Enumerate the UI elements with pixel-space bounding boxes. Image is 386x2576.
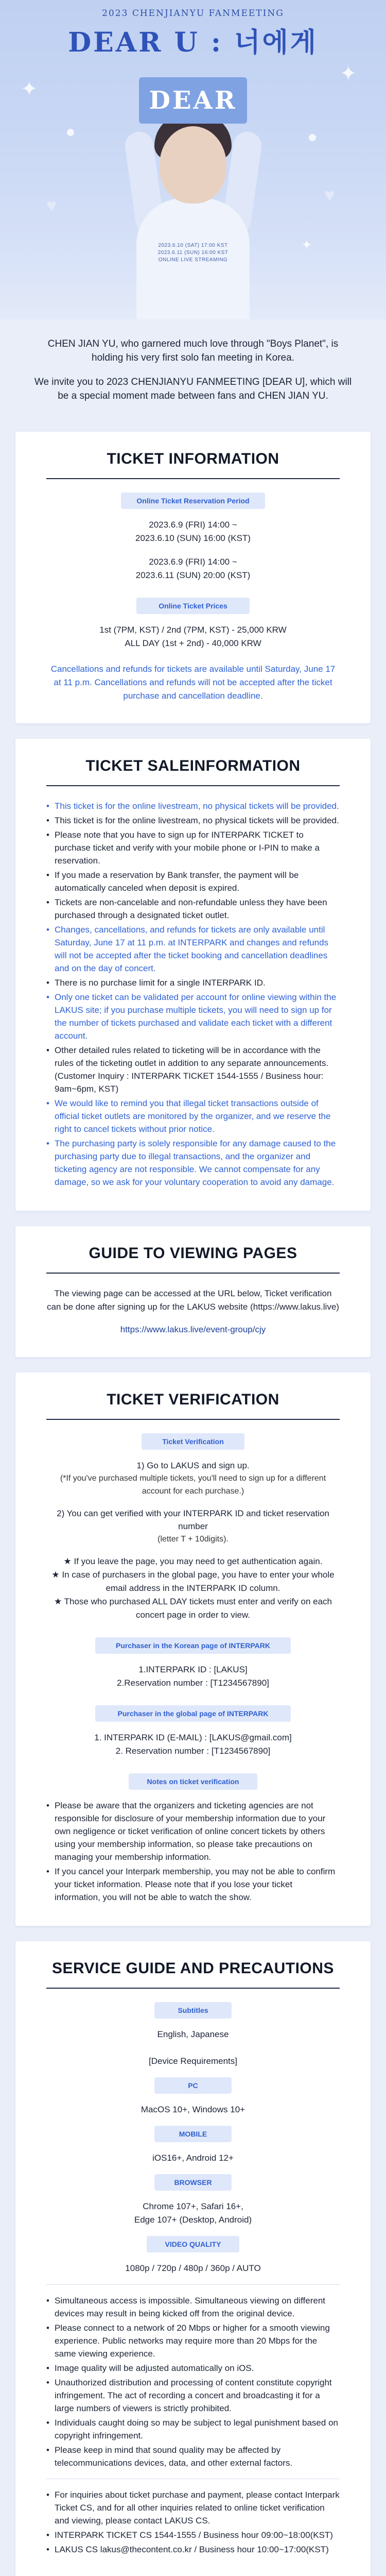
service-guide-card [15,1941,371,2576]
list-item: • INTERPARK TICKET CS 1544-1555 / Business hour 09:00~18:00(KST) [46,2529,340,2541]
list-item: • Please keep in mind that sound quality may be affected by telecommunications devices, data, and other external factors. [46,2444,340,2469]
section-title: SERVICE GUIDE AND PRECAUTIONS [52,1960,334,1977]
title-divider [46,785,340,786]
ticket-sale-information-card [15,739,371,1211]
price-line: ALL DAY (1st + 2nd) - 40,000 KRW [125,638,261,648]
reservation-period-label: Online Ticket Reservation Period [121,493,265,509]
list-item: • Other detailed rules related to ticketing will be in accordance with the rules of the ticketing outlet in addition to any separate announcements. (Customer Inquiry : INTERPARK TICKET 1544-1555 / Business hour: 9am~6pm, KST) [46,1044,340,1095]
verification-rule: ★ In case of purchasers in the global page, you have to enter your whole email address in the INTERPARK ID column. [51,1570,335,1593]
ticket-information-card [15,432,371,723]
step-note: (letter T + 10digits). [157,1535,229,1544]
hero-event-info [149,242,237,264]
list-item: • Unauthorized distribution and processing of content constitute copyright infringement. The act of recording a concert and broadcasting it for a large numbers of viewers is strictly prohibited. [46,2376,340,2415]
hero-info-line: ONLINE LIVE STREAMING [158,257,228,263]
verification-rule: ★ If you leave the page, you may need to get authentication again. [63,1556,323,1566]
sale-info-list [46,800,340,1189]
heart-icon: ♥ [324,185,335,205]
section-title: TICKET VERIFICATION [107,1391,279,1408]
dot-decoration [67,129,74,136]
star-icon: ✦ [301,237,312,252]
list-item: • Tickets are non-cancelable and non-refundable unless they have been purchased through a designated ticket outlet. [46,896,340,922]
list-item: • Simultaneous access is impossible. Simultaneous viewing on different devices may result in being kicked off from the original device. [46,2294,340,2320]
list-item: • If you cancel your Interpark membership, you may not be able to confirm your ticket information. Please note that if you lose your ticket information, you will not be able to watch the show. [46,1865,340,1904]
title-divider [46,478,340,479]
mobile-label: MOBILE [154,2126,232,2142]
precautions-list [46,2294,340,2469]
step-text: 1) Go to LAKUS and sign up. [136,1461,250,1470]
list-item: • For inquiries about ticket purchase and payment, please contact Interpark Ticket CS, and for all other inquiries related to online ticket verification and viewing, please contact LAKUS CS. [46,2488,340,2527]
hero-title: DEAR U : 너에게 [68,27,318,58]
held-sign [139,77,247,124]
example-line: 2. Reservation number : [T1234567890] [115,1746,271,1756]
list-item: • Image quality will be adjusted automatically on iOS. [46,2362,340,2375]
period-line: 2023.6.10 (SUN) 16:00 (KST) [135,533,251,543]
hero-info-line: 2023.6.10 (SAT) 17:00 KST [158,243,228,248]
section-title: TICKET SALEINFORMATION [85,757,301,774]
verification-label: Ticket Verification [142,1433,244,1450]
notes-label: Notes on ticket verification [129,1773,257,1790]
video-quality-value: 1080p / 720p / 480p / 360p / AUTO [125,2263,261,2273]
divider [46,2284,340,2285]
pc-value: MacOS 10+, Windows 10+ [141,2105,245,2114]
subtitles-label: Subtitles [154,2002,232,2019]
verification-step [46,1459,340,1498]
step-note: (*If you've purchased multiple tickets, you'll need to sign up for a different account for each purchase.) [60,1474,326,1496]
korean-page-label: Purchaser in the Korean page of INTERPARK [95,1637,291,1654]
cancellation-note: Cancellations and refunds for tickets are available until Saturday, June 17 at 11 p.m. Cancellations and refunds will not be accepted after the ticket purchase and cancellation deadline. [50,664,336,701]
list-item: • Only one ticket can be validated per account for online viewing within the LAKUS site; if you purchase multiple tickets, you will need to sign up for the number of tickets purchased and validate each ticket with a different account. [46,991,340,1042]
mobile-value: iOS16+, Android 12+ [152,2153,234,2163]
list-item: • Please connect to a network of 20 Mbps or higher for a smooth viewing experience. Public networks may require more than 20 Mbps for the same viewing experience. [46,2321,340,2360]
list-item: • There is no purchase limit for a single INTERPARK ID. [46,976,340,989]
verification-step [46,1507,340,1546]
notes-list [46,1799,340,1904]
list-item: • This ticket is for the online livestream, no physical tickets will be provided. [46,800,340,812]
ticket-prices-label: Online Ticket Prices [136,598,250,614]
period-line: 2023.6.9 (FRI) 14:00 ~ [149,557,237,567]
global-page-label: Purchaser in the global page of INTERPARK [95,1705,291,1722]
viewing-page-link[interactable]: https://www.lakus.live/event-group/cjy [120,1325,266,1334]
list-item: • If you made a reservation by Bank transfer, the payment will be automatically canceled when deposit is expired. [46,869,340,894]
artist-photo [111,70,275,319]
example-line: 2.Reservation number : [T1234567890] [117,1678,269,1688]
hero-info-line: 2023.6.11 (SUN) 16:00 KST [157,250,229,256]
ticket-verification-card [15,1372,371,1926]
list-item: • This ticket is for the online livestream, no physical tickets will be provided. [46,814,340,827]
section-title: GUIDE TO VIEWING PAGES [89,1245,297,1262]
section-title: TICKET INFORMATION [107,450,279,467]
inquiries-list [46,2488,340,2556]
intro-paragraph: CHEN JIAN YU, who garnered much love through "Boys Planet", is holding his very first solo fan meeting in Korea. [47,338,339,363]
period-line: 2023.6.11 (SUN) 20:00 (KST) [135,570,251,580]
viewing-guide-card [15,1226,371,1357]
pc-label: PC [154,2077,232,2094]
list-item: • The purchasing party is solely responsible for any damage caused to the purchasing party due to illegal transactions, and the organizer and ticketing agency are not responsible. We cannot compensate for any damage, so we ask for your voluntary cooperation to avoid any damage. [46,1137,340,1189]
device-requirements-title: [Device Requirements] [149,2056,237,2066]
list-item: • We would like to remind you that illegal ticket transactions outside of official ticket outlets are monitored by the organizer, and we reserve the right to cancel tickets without prior notice. [46,1097,340,1136]
browser-value: Chrome 107+, Safari 16+, [143,2201,243,2211]
dot-decoration [309,134,316,141]
hero-kicker: 2023 CHENJIANYU FANMEETING [102,8,284,19]
verification-rule: ★ Those who purchased ALL DAY tickets must enter and verify on each concert page in order to view. [54,1597,332,1620]
price-line: 1st (7PM, KST) / 2nd (7PM, KST) - 25,000 KRW [99,625,287,635]
list-item: • LAKUS CS lakus@thecontent.co.kr / Business hour 10:00~17:00(KST) [46,2543,340,2556]
list-item: • Individuals caught doing so may be subject to legal punishment based on copyright infringement. [46,2416,340,2442]
period-line: 2023.6.9 (FRI) 14:00 ~ [149,520,237,530]
hero-banner [0,0,386,319]
step-text: 2) You can get verified with your INTERPARK ID and ticket reservation number [57,1509,329,1531]
intro-section [0,319,386,416]
example-line: 1. INTERPARK ID (E-MAIL) : [LAKUS@gmail.com] [94,1733,292,1742]
list-item: • Please note that you have to sign up for INTERPARK TICKET to purchase ticket and verify with your mobile phone or I-PIN to make a reservation. [46,828,340,867]
subtitles-value: English, Japanese [157,2029,229,2039]
title-divider [46,1419,340,1420]
intro-paragraph: We invite you to 2023 CHENJIANYU FANMEETING [DEAR U], which will be a special moment made between fans and CHEN JIAN YU. [34,377,352,401]
list-item: • Please be aware that the organizers and ticketing agencies are not responsible for disclosure of your membership information due to your own negligence or ticket verification of online concert tickets by others using your membership information, so please take precautions on managing your membership information. [46,1799,340,1863]
title-divider [46,1273,340,1274]
heart-icon: ♥ [46,196,57,215]
held-sign-text: DEAR [149,86,237,115]
artist-face [160,126,226,204]
example-line: 1.INTERPARK ID : [LAKUS] [138,1665,248,1674]
video-quality-label: VIDEO QUALITY [147,2236,239,2252]
title-divider [46,1988,340,1989]
browser-label: BROWSER [154,2174,232,2191]
list-item: • Changes, cancellations, and refunds for tickets are only available until Saturday, June 17 at 11 p.m. at INTERPARK and changes and refunds will not be accepted after the ticket booking and cancellation deadlines and on the day of concert. [46,923,340,975]
star-icon: ✦ [21,78,38,100]
guide-text: The viewing page can be accessed at the URL below, Ticket verification can be done after signing up for the LAKUS website (https://www.lakus.live) [47,1289,339,1312]
browser-value: Edge 107+ (Desktop, Android) [134,2215,252,2225]
star-icon: ✦ [340,62,357,85]
